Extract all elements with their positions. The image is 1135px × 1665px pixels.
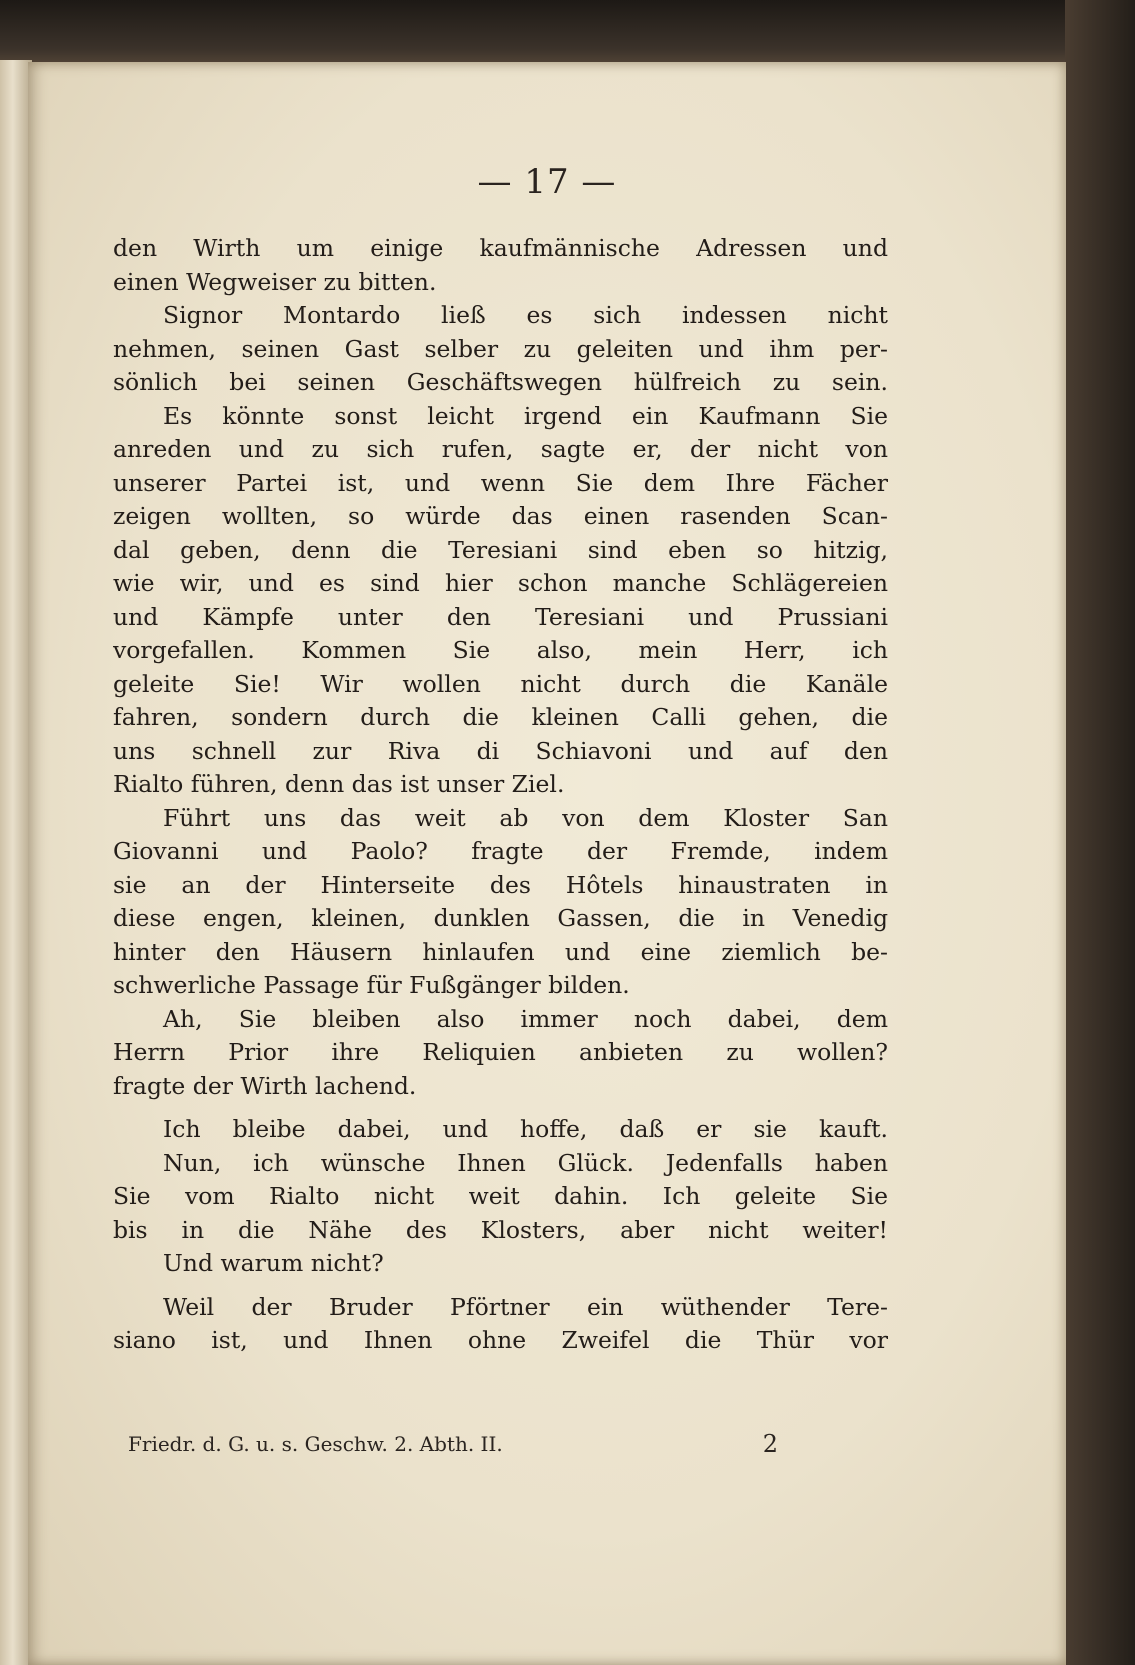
text-line: einen Wegweiser zu bitten. <box>113 267 437 296</box>
text-line: anreden und zu sich rufen, sagte er, der nicht von <box>113 435 888 463</box>
text-line: diese engen, kleinen, dunklen Gassen, die in Venedig <box>113 904 888 932</box>
text-line: sönlich bei seinen Geschäftswegen hülfreich zu sein. <box>113 368 888 396</box>
text-line: und Kämpfe unter den Teresiani und Prussiani <box>113 602 888 631</box>
text-line: Giovanni und Paolo? fragte der Fremde, indem <box>113 837 888 865</box>
text-line: Rialto führen, denn das ist unser Ziel. <box>113 770 565 798</box>
text-line: unserer Partei ist, und wenn Sie dem Ihre Fächer <box>113 468 888 497</box>
body-text <box>113 232 888 1358</box>
text-line: Es könnte sonst leicht irgend ein Kaufmann Sie <box>163 401 888 430</box>
text-line: Weil der Bruder Pförtner ein wüthender Tere- <box>163 1292 888 1321</box>
text-line: siano ist, und Ihnen ohne Zweifel die Thür vor <box>113 1326 888 1354</box>
text-line: fahren, sondern durch die kleinen Calli gehen, die <box>113 703 888 731</box>
page-number: — 17 — <box>477 162 617 202</box>
book-page <box>28 62 1066 1665</box>
text-line: Herrn Prior ihre Reliquien anbieten zu wollen? <box>113 1038 888 1066</box>
book-cover-top-edge <box>0 0 1135 70</box>
text-line: Ich bleibe dabei, und hoffe, daß er sie kauft. <box>163 1115 888 1143</box>
text-line: nehmen, seinen Gast selber zu geleiten und ihm per- <box>113 334 888 363</box>
text-line: Ah, Sie bleiben also immer noch dabei, dem <box>163 1004 888 1033</box>
text-line: fragte der Wirth lachend. <box>113 1071 417 1100</box>
text-line: vorgefallen. Kommen Sie also, mein Herr, ich <box>113 636 888 664</box>
text-line: dal geben, denn die Teresiani sind eben so hitzig, <box>113 535 888 564</box>
page-footer <box>128 1432 888 1456</box>
text-line: hinter den Häusern hinlaufen und eine ziemlich be- <box>113 937 888 966</box>
text-line: den Wirth um einige kaufmännische Adressen und <box>113 234 888 262</box>
book-cover-right-edge <box>1065 0 1135 1665</box>
text-line: bis in die Nähe des Klosters, aber nicht weiter! <box>113 1215 888 1244</box>
text-line: zeigen wollten, so würde das einen rasenden Scan- <box>113 502 888 530</box>
text-line: Sie vom Rialto nicht weit dahin. Ich geleite Sie <box>113 1182 888 1210</box>
text-line: geleite Sie! Wir wollen nicht durch die Kanäle <box>113 669 888 698</box>
text-line: Signor Montardo ließ es sich indessen nicht <box>163 301 888 329</box>
signature-mark: 2 <box>762 1430 778 1458</box>
text-line: schwerliche Passage für Fußgänger bilden. <box>113 971 630 999</box>
footer-note: Friedr. d. G. u. s. Geschw. 2. Abth. II. <box>128 1432 503 1456</box>
text-line: Nun, ich wünsche Ihnen Glück. Jedenfalls haben <box>163 1148 888 1177</box>
text-line: sie an der Hinterseite des Hôtels hinaustraten in <box>113 870 888 899</box>
text-line: Und warum nicht? <box>163 1249 384 1277</box>
text-line: wie wir, und es sind hier schon manche Schlägereien <box>113 569 888 597</box>
text-line: uns schnell zur Riva di Schiavoni und auf den <box>113 736 888 765</box>
text-line: Führt uns das weit ab von dem Kloster San <box>163 803 888 832</box>
